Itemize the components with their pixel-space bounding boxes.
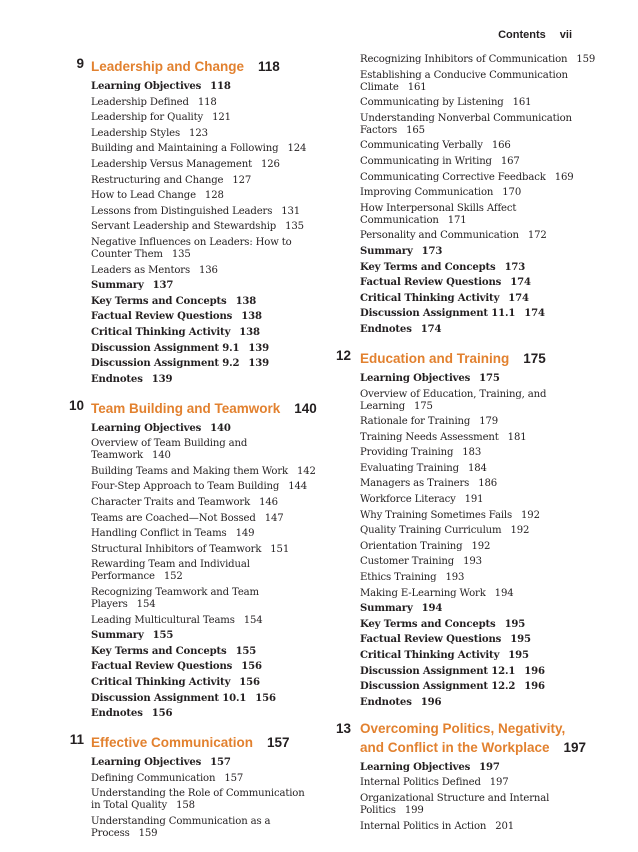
toc-entry-title: Internal Politics Defined — [360, 777, 481, 789]
toc-entry-page: 196 — [420, 696, 442, 708]
toc-entry[interactable] — [360, 478, 597, 490]
toc-entry-page: 175 — [479, 372, 500, 384]
toc-entry-page: 156 — [255, 692, 276, 704]
toc-entry-title: Negative Influences on Leaders: How to Counter Them — [91, 236, 292, 260]
toc-entry-page: 191 — [464, 494, 484, 506]
toc-entry-page: 196 — [524, 665, 545, 677]
toc-entry-title: Communicating Corrective Feedback — [360, 171, 546, 183]
toc-entry[interactable] — [91, 559, 317, 583]
toc-entry-title: Learning Objectives — [91, 757, 202, 769]
toc-entry[interactable] — [91, 358, 317, 370]
toc-entry-title: Leadership Defined — [91, 96, 189, 108]
toc-entry[interactable] — [91, 327, 317, 339]
toc-entry[interactable] — [360, 762, 597, 774]
toc-entry-page: 179 — [479, 416, 499, 428]
chapter-13-heading[interactable] — [337, 721, 597, 756]
toc-entry[interactable] — [91, 97, 317, 109]
toc-entry[interactable] — [91, 221, 317, 233]
toc-entry-page: 137 — [152, 280, 174, 292]
chapter-10-entries — [62, 423, 317, 721]
toc-entry[interactable] — [360, 525, 597, 537]
toc-left-column — [62, 54, 317, 852]
toc-entry-title: Teams are Coached—Not Bossed — [91, 512, 256, 524]
toc-entry[interactable] — [91, 757, 317, 769]
toc-entry[interactable] — [91, 615, 317, 627]
toc-entry[interactable] — [91, 708, 317, 720]
toc-entry[interactable] — [360, 389, 597, 413]
toc-entry-page: 121 — [212, 112, 231, 124]
toc-entry-page: 139 — [248, 358, 270, 370]
toc-entry-page: 128 — [204, 190, 224, 202]
toc-entry[interactable] — [360, 510, 597, 522]
toc-entry-page: 184 — [467, 462, 487, 474]
toc-entry-title: Building and Maintaining a Following — [91, 143, 279, 155]
toc-entry-page: 123 — [189, 127, 208, 139]
toc-entry-title: Discussion Assignment 12.2 — [360, 681, 516, 693]
toc-entry-title: Understanding Nonverbal Communication Factors — [360, 112, 572, 136]
toc-entry-page: 195 — [510, 634, 531, 646]
toc-entry-title: Overview of Team Building and Teamwork — [91, 438, 248, 462]
toc-entry-page: 161 — [512, 97, 532, 109]
toc-entry-title: Leadership Styles — [91, 127, 181, 139]
toc-entry-title: Learning Objectives — [91, 81, 202, 92]
toc-entry-title: Factual Review Questions — [91, 311, 233, 323]
toc-entry[interactable] — [360, 373, 597, 385]
toc-entry-page: 175 — [414, 400, 433, 412]
toc-entry-title: Improving Communication — [360, 187, 494, 199]
chapter-title: Team Building and Teamwork — [91, 400, 281, 416]
chapter-10-heading[interactable] — [62, 398, 317, 417]
toc-entry-page: 197 — [489, 777, 509, 789]
toc-entry-title: Evaluating Training — [360, 462, 459, 474]
toc-entry[interactable] — [360, 821, 597, 833]
toc-entry-title: Managers as Trainers — [360, 478, 470, 490]
running-head-section: Contents — [498, 29, 546, 41]
toc-entry-page: 155 — [152, 630, 174, 642]
chapter-title: Effective Communication — [91, 735, 254, 751]
toc-entry-page: 165 — [406, 124, 425, 136]
toc-entry-title: Internal Politics in Action — [360, 820, 487, 832]
toc-entry[interactable] — [91, 265, 317, 277]
toc-entry-title: Critical Thinking Activity — [91, 677, 231, 688]
toc-entry-title: Summary — [91, 630, 144, 642]
toc-entry[interactable] — [91, 159, 317, 171]
toc-entry-page: 131 — [281, 205, 301, 217]
toc-entry-page: 135 — [285, 221, 304, 233]
toc-entry-page: 140 — [210, 422, 231, 434]
chapter-page: 175 — [523, 350, 546, 366]
toc-entry-page: 135 — [171, 248, 191, 260]
toc-entry[interactable] — [360, 172, 597, 184]
toc-entry[interactable] — [91, 143, 317, 155]
toc-entry[interactable] — [91, 528, 317, 540]
toc-entry-page: 159 — [138, 827, 158, 839]
toc-entry-title: Key Terms and Concepts — [360, 618, 496, 630]
chapter-page: 157 — [267, 735, 290, 751]
toc-entry-title: Quality Training Curriculum — [360, 525, 502, 537]
toc-entry-page: 186 — [478, 478, 498, 490]
toc-entry-title: Making E-Learning Work — [360, 587, 486, 599]
toc-entry-title: Four-Step Approach to Team Building — [91, 481, 280, 493]
toc-entry[interactable] — [360, 463, 597, 475]
toc-entry[interactable] — [91, 773, 317, 785]
toc-entry-title: Recognizing Teamwork and Team Players — [91, 587, 259, 611]
chapter-number: 12 — [335, 347, 351, 363]
toc-entry-title: Summary — [360, 603, 413, 615]
toc-entry[interactable] — [91, 630, 317, 642]
toc-entry-title: Providing Training — [360, 447, 454, 459]
toc-entry-title: Leaders as Mentors — [91, 264, 190, 276]
toc-entry-title: Why Training Sometimes Fails — [360, 509, 513, 521]
toc-entry-page: 174 — [508, 292, 529, 304]
toc-entry-page: 118 — [210, 81, 231, 92]
toc-entry-title: Leadership Versus Management — [91, 158, 252, 170]
toc-entry-page: 158 — [176, 800, 195, 812]
toc-entry[interactable] — [91, 190, 317, 202]
toc-entry[interactable] — [360, 324, 597, 336]
toc-entry-page: 138 — [235, 295, 257, 307]
chapter-page: 140 — [294, 400, 317, 416]
toc-entry-page: 192 — [521, 509, 540, 521]
toc-entry[interactable] — [360, 277, 597, 289]
toc-entry-title: Building Teams and Making them Work — [91, 465, 288, 477]
toc-entry-page: 192 — [510, 525, 530, 537]
toc-entry-title: Rewarding Team and Individual Performance — [91, 559, 250, 583]
toc-entry[interactable] — [360, 246, 597, 258]
toc-entry-page: 154 — [243, 614, 263, 626]
toc-entry-title: Discussion Assignment 9.2 — [91, 358, 240, 370]
toc-entry-page: 173 — [504, 261, 526, 273]
toc-entry[interactable] — [91, 237, 317, 261]
chapter-number: 11 — [69, 732, 84, 748]
toc-entry[interactable] — [360, 572, 597, 584]
toc-entry[interactable] — [360, 634, 597, 646]
toc-entry-title: Understanding Communication as a Process — [91, 815, 271, 839]
toc-entry[interactable] — [360, 494, 597, 506]
toc-entry[interactable] — [360, 187, 597, 199]
toc-entry[interactable] — [360, 97, 597, 109]
chapter-9-entries — [62, 81, 317, 386]
toc-entry-page: 166 — [491, 140, 511, 152]
toc-entry-title: Lessons from Distinguished Leaders — [91, 205, 273, 217]
toc-entry[interactable] — [360, 293, 597, 305]
toc-entry-page: 181 — [507, 431, 527, 443]
toc-right-column — [337, 54, 597, 845]
toc-entry[interactable] — [360, 650, 597, 662]
toc-entry-page: 167 — [500, 155, 520, 167]
toc-entry[interactable] — [91, 374, 317, 386]
chapter-title-line-2: and Conflict in the Workplace — [360, 739, 550, 755]
toc-entry[interactable] — [91, 646, 317, 658]
toc-entry-page: 142 — [296, 465, 316, 477]
chapter-number: 9 — [76, 56, 84, 71]
toc-entry[interactable] — [91, 206, 317, 218]
toc-entry-title: Understanding the Role of Communication in Total Quality — [91, 788, 305, 812]
toc-entry-page: 201 — [495, 820, 515, 832]
toc-entry[interactable] — [91, 513, 317, 525]
toc-entry-page: 147 — [264, 512, 284, 524]
toc-entry-page: 156 — [239, 677, 260, 688]
chapter-12-entries — [337, 373, 597, 709]
chapter-11-continued-entries — [337, 54, 597, 336]
toc-entry-page: 170 — [502, 187, 522, 199]
toc-entry[interactable] — [91, 311, 317, 323]
running-head — [498, 29, 572, 41]
toc-entry-title: Factual Review Questions — [91, 661, 233, 673]
toc-entry[interactable] — [360, 541, 597, 553]
toc-entry-page: 195 — [504, 618, 526, 630]
toc-entry-page: 174 — [510, 277, 531, 289]
chapter-page: 118 — [258, 59, 280, 74]
toc-entry[interactable] — [360, 70, 597, 94]
toc-entry-page: 196 — [524, 681, 545, 693]
toc-entry-page: 194 — [494, 587, 514, 599]
toc-entry-title: Structural Inhibitors of Teamwork — [91, 543, 262, 555]
toc-entry-title: Workforce Literacy — [360, 494, 456, 506]
toc-entry[interactable] — [360, 113, 597, 137]
toc-entry[interactable] — [360, 603, 597, 615]
toc-entry-title: Restructuring and Change — [91, 174, 224, 186]
toc-entry-page: 138 — [241, 311, 262, 323]
toc-entry[interactable] — [91, 677, 317, 689]
toc-entry-page: 127 — [232, 174, 252, 186]
toc-entry-title: Establishing a Conducive Communication Climate — [360, 69, 568, 93]
toc-entry-page: 139 — [151, 373, 173, 385]
toc-entry[interactable] — [91, 438, 317, 462]
toc-entry[interactable] — [360, 416, 597, 428]
toc-entry-title: Recognizing Inhibitors of Communication — [360, 54, 568, 65]
toc-entry[interactable] — [91, 466, 317, 478]
toc-entry-title: Discussion Assignment 12.1 — [360, 665, 516, 677]
toc-entry-page: 197 — [479, 761, 500, 773]
toc-entry-page: 174 — [420, 323, 442, 335]
toc-entry[interactable] — [91, 280, 317, 292]
chapter-number: 13 — [335, 720, 351, 736]
toc-entry[interactable] — [91, 544, 317, 556]
toc-entry-title: Training Needs Assessment — [360, 431, 499, 443]
toc-entry-title: Organizational Structure and Internal Politics — [360, 792, 550, 816]
toc-entry[interactable] — [91, 693, 317, 705]
chapter-12-heading[interactable] — [337, 348, 597, 367]
toc-entry-title: Factual Review Questions — [360, 634, 502, 646]
chapter-13-entries — [337, 762, 597, 833]
toc-entry[interactable] — [91, 112, 317, 124]
toc-entry-page: 174 — [524, 308, 545, 320]
toc-entry-page: 124 — [287, 143, 307, 155]
toc-entry[interactable] — [91, 175, 317, 187]
toc-entry-page: 169 — [554, 171, 574, 183]
toc-entry[interactable] — [91, 587, 317, 611]
toc-entry[interactable] — [91, 423, 317, 435]
toc-entry-title: Endnotes — [91, 708, 143, 720]
toc-entry-title: Personality and Communication — [360, 230, 519, 242]
toc-entry[interactable] — [360, 556, 597, 568]
toc-entry-title: Overview of Education, Training, and Learning — [360, 388, 547, 412]
toc-entry-page: 140 — [151, 450, 171, 462]
chapter-title: Leadership and Change — [91, 59, 245, 74]
toc-entry-page: 138 — [239, 326, 260, 338]
toc-entry[interactable] — [360, 793, 597, 817]
toc-entry-page: 173 — [421, 245, 443, 257]
toc-entry[interactable] — [360, 308, 597, 320]
toc-entry-title: Key Terms and Concepts — [91, 645, 227, 657]
toc-entry[interactable] — [360, 54, 597, 66]
toc-entry[interactable] — [360, 777, 597, 789]
toc-entry-title: Rationale for Training — [360, 416, 471, 428]
toc-entry[interactable] — [360, 447, 597, 459]
toc-entry-title: Critical Thinking Activity — [360, 650, 500, 661]
toc-entry[interactable] — [91, 497, 317, 509]
toc-entry-title: Factual Review Questions — [360, 277, 502, 289]
toc-entry-page: 161 — [407, 81, 427, 93]
toc-entry-title: How to Lead Change — [91, 190, 196, 202]
toc-entry-page: 157 — [224, 772, 244, 784]
chapter-11-heading[interactable] — [62, 732, 317, 751]
toc-entry-title: Communicating by Listening — [360, 97, 504, 109]
toc-entry-title: Discussion Assignment 11.1 — [360, 308, 516, 320]
chapter-title: Education and Training — [360, 350, 510, 366]
toc-entry-title: Communicating Verbally — [360, 140, 483, 152]
toc-entry-title: Endnotes — [360, 696, 412, 708]
toc-entry[interactable] — [360, 681, 597, 693]
toc-entry-title: Handling Conflict in Teams — [91, 528, 227, 540]
toc-entry-page: 136 — [199, 264, 218, 276]
toc-entry[interactable] — [360, 140, 597, 152]
toc-entry[interactable] — [360, 588, 597, 600]
toc-entry[interactable] — [360, 697, 597, 709]
toc-entry-page: 155 — [235, 645, 257, 657]
chapter-9-heading[interactable] — [62, 56, 317, 75]
toc-entry-page: 159 — [576, 54, 596, 65]
chapter-page: 197 — [563, 739, 587, 755]
toc-entry-page: 156 — [241, 661, 262, 673]
toc-entry-title: Orientation Training — [360, 540, 463, 552]
toc-entry-page: 151 — [270, 543, 290, 555]
toc-entry-title: Customer Training — [360, 556, 455, 568]
toc-entry-title: Summary — [360, 245, 413, 257]
toc-entry[interactable] — [360, 156, 597, 168]
toc-entry-title: Critical Thinking Activity — [360, 292, 500, 304]
toc-entry-title: Learning Objectives — [360, 761, 471, 773]
toc-entry-page: 195 — [508, 650, 529, 661]
toc-entry-title: Character Traits and Teamwork — [91, 497, 251, 509]
toc-entry[interactable] — [91, 81, 317, 93]
toc-entry[interactable] — [91, 343, 317, 355]
toc-entry-page: 152 — [163, 571, 183, 583]
toc-entry-page: 156 — [151, 708, 173, 720]
toc-entry[interactable] — [91, 788, 317, 812]
toc-entry[interactable] — [360, 619, 597, 631]
toc-entry-page: 126 — [260, 158, 280, 170]
toc-entry-title: Ethics Training — [360, 572, 437, 584]
toc-entry-title: Critical Thinking Activity — [91, 326, 231, 338]
chapter-number: 10 — [68, 397, 84, 413]
toc-entry-page: 193 — [445, 572, 465, 584]
toc-entry-page: 199 — [404, 804, 424, 816]
toc-entry-page: 157 — [210, 757, 231, 769]
toc-entry[interactable] — [360, 230, 597, 242]
toc-entry-page: 144 — [288, 481, 308, 493]
running-head-page-number: vii — [559, 29, 572, 41]
toc-entry-title: Key Terms and Concepts — [360, 261, 496, 273]
toc-entry-page: 193 — [463, 556, 482, 568]
toc-entry[interactable] — [91, 128, 317, 140]
toc-entry-title: Summary — [91, 280, 144, 292]
toc-entry-title: Leadership for Quality — [91, 112, 204, 124]
toc-entry[interactable] — [360, 262, 597, 274]
toc-entry-title: Communicating in Writing — [360, 155, 492, 167]
toc-entry-page: 172 — [527, 230, 547, 242]
toc-entry-page: 194 — [421, 603, 443, 615]
toc-entry-page: 154 — [136, 599, 156, 611]
toc-entry-page: 118 — [197, 96, 217, 108]
chapter-11-entries — [62, 757, 317, 840]
toc-entry[interactable] — [91, 481, 317, 493]
toc-entry[interactable] — [91, 661, 317, 673]
toc-entry-page: 139 — [248, 342, 270, 354]
toc-entry-title: Learning Objectives — [360, 372, 471, 384]
toc-entry-title: Endnotes — [91, 373, 143, 385]
toc-entry-page: 171 — [447, 214, 467, 226]
toc-entry[interactable] — [360, 203, 597, 227]
toc-entry[interactable] — [360, 432, 597, 444]
toc-entry-title: How Interpersonal Skills Affect Communication — [360, 202, 517, 226]
toc-entry-title: Learning Objectives — [91, 422, 202, 434]
toc-entry-title: Leading Multicultural Teams — [91, 614, 235, 626]
toc-entry-title: Key Terms and Concepts — [91, 295, 227, 307]
toc-entry[interactable] — [360, 666, 597, 678]
toc-entry-title: Servant Leadership and Stewardship — [91, 221, 277, 233]
toc-entry-page: 146 — [259, 497, 278, 509]
toc-entry[interactable] — [91, 816, 317, 840]
chapter-title-line-1: Overcoming Politics, Negativity, — [360, 720, 566, 736]
toc-entry-title: Defining Communication — [91, 772, 216, 784]
toc-entry-title: Discussion Assignment 9.1 — [91, 342, 240, 354]
toc-entry-title: Endnotes — [360, 323, 412, 335]
toc-entry-page: 149 — [235, 528, 255, 540]
toc-entry[interactable] — [91, 296, 317, 308]
toc-entry-title: Discussion Assignment 10.1 — [91, 692, 247, 704]
toc-entry-page: 192 — [471, 540, 491, 552]
toc-entry-page: 183 — [462, 447, 482, 459]
